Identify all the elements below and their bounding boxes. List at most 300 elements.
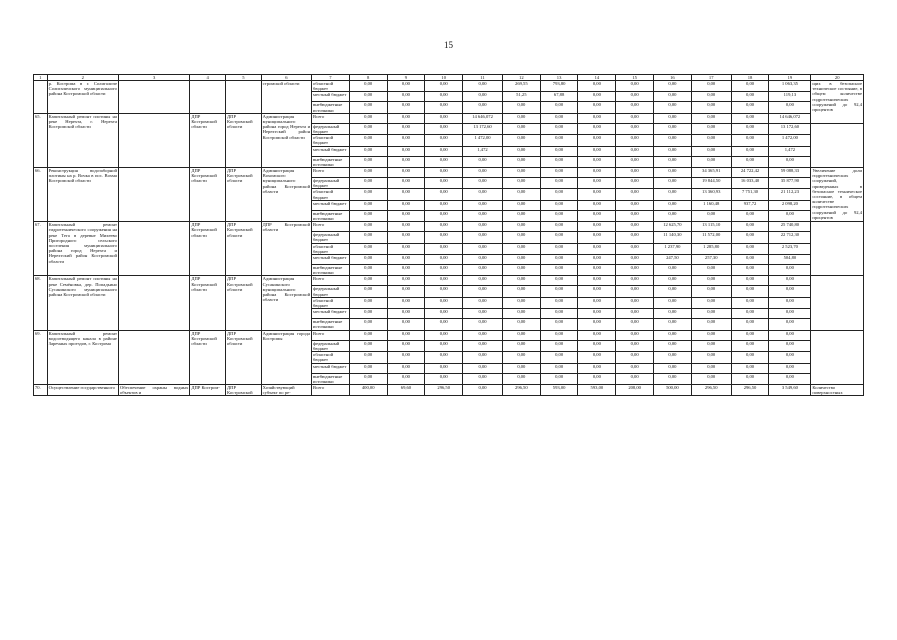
value-cell: 0,00 — [654, 265, 692, 276]
value-cell: 0,00 — [731, 276, 769, 286]
value-cell: 0,00 — [387, 178, 425, 189]
value-cell: 0,00 — [769, 309, 811, 319]
value-cell: 0,00 — [731, 135, 769, 146]
funding-source: областной бюджет — [312, 243, 350, 254]
value-cell: 0,00 — [387, 222, 425, 232]
value-cell: 0,00 — [387, 102, 425, 113]
value-cell: 0,00 — [578, 146, 616, 156]
value-cell: 0,00 — [387, 200, 425, 210]
value-cell: 0,00 — [540, 113, 578, 123]
value-cell: 0,00 — [349, 92, 387, 102]
column-number: 6 — [261, 75, 311, 81]
value-cell: 0,00 — [616, 232, 654, 243]
value-cell: 0,00 — [425, 200, 463, 210]
value-cell: 0,00 — [691, 123, 731, 134]
value-cell: 0,00 — [691, 135, 731, 146]
value-cell: 0,00 — [769, 286, 811, 297]
value-cell: 0,00 — [578, 232, 616, 243]
funding-source: внебюджетные источники — [312, 210, 350, 221]
value-cell: 0,00 — [578, 189, 616, 200]
value-cell: 0,00 — [540, 255, 578, 265]
value-cell: 0,00 — [731, 92, 769, 102]
value-cell: 0,00 — [425, 123, 463, 134]
value-cell: 0,00 — [463, 168, 503, 178]
column-number: 12 — [502, 75, 540, 81]
value-cell: 0,00 — [654, 156, 692, 167]
executor-cell: Администрация Сусанинского муниципального района Костромской области — [261, 276, 311, 330]
table-row — [34, 384, 864, 395]
value-cell: 0,00 — [349, 81, 387, 92]
funding-source: внебюджетные источники — [312, 373, 350, 384]
value-cell: 0,00 — [769, 102, 811, 113]
value-cell: 0,00 — [387, 330, 425, 340]
gras-cell: ДПР Костромской области — [226, 113, 262, 167]
value-cell: 0,00 — [349, 319, 387, 330]
funding-source: федеральный бюджет — [312, 123, 350, 134]
value-cell: 0,00 — [463, 222, 503, 232]
row-number-cell: 65. — [34, 113, 48, 167]
value-cell: 0,00 — [349, 135, 387, 146]
value-cell: 0,00 — [540, 135, 578, 146]
value-cell: 0,00 — [654, 92, 692, 102]
value-cell: 0,00 — [540, 373, 578, 384]
funding-source: областной бюджет — [312, 297, 350, 308]
executor-cell: стромской области — [261, 81, 311, 114]
value-cell: 67,88 — [540, 92, 578, 102]
table-row — [34, 81, 864, 92]
value-cell: 0,00 — [502, 286, 540, 297]
value-cell: 0,00 — [540, 340, 578, 351]
value-cell: 793,80 — [540, 81, 578, 92]
measure-name: Капитальный ремонт гидротехнического сооружения на реке Тега в деревне Михеево Пригородного сельского поселения муниципального района город Нерехта и Нерехтский район Костромской области — [47, 222, 118, 276]
value-cell: 0,00 — [463, 92, 503, 102]
value-cell: 0,00 — [540, 309, 578, 319]
value-cell: 0,00 — [769, 352, 811, 363]
value-cell: 0,00 — [578, 352, 616, 363]
value-cell: 0,00 — [349, 113, 387, 123]
value-cell: 0,00 — [425, 168, 463, 178]
customer-cell: ДПР Костром- — [190, 384, 226, 395]
value-cell: 0,00 — [578, 92, 616, 102]
value-cell: 1 285,80 — [691, 243, 731, 254]
goal-cell — [118, 168, 189, 222]
value-cell: 0,00 — [387, 276, 425, 286]
value-cell: 0,00 — [616, 243, 654, 254]
column-number: 3 — [118, 75, 189, 81]
value-cell: 0,00 — [540, 123, 578, 134]
value-cell: 0,00 — [578, 168, 616, 178]
value-cell: 0,00 — [616, 340, 654, 351]
value-cell: 0,00 — [463, 384, 503, 395]
funding-source: Всего — [312, 113, 350, 123]
value-cell: 0,00 — [349, 156, 387, 167]
value-cell: 0,00 — [731, 286, 769, 297]
measure-name: Капитальный ремонт плотины на реке Нерехта, г. Нерехта Костромской области — [47, 113, 118, 167]
value-cell: 0,00 — [731, 352, 769, 363]
value-cell: 0,00 — [425, 81, 463, 92]
value-cell: 0,00 — [387, 232, 425, 243]
value-cell: 0,00 — [769, 330, 811, 340]
value-cell: 0,00 — [540, 102, 578, 113]
value-cell: 0,00 — [731, 210, 769, 221]
value-cell: 0,00 — [502, 319, 540, 330]
value-cell: 0,00 — [654, 178, 692, 189]
value-cell: 0,00 — [425, 265, 463, 276]
value-cell: 0,00 — [731, 319, 769, 330]
value-cell: 0,00 — [540, 189, 578, 200]
value-cell: 0,00 — [654, 276, 692, 286]
value-cell: 0,00 — [502, 243, 540, 254]
value-cell: 0,00 — [691, 373, 731, 384]
table-row — [34, 222, 864, 232]
executor-cell: ДПР Костромской области — [261, 222, 311, 276]
value-cell: 21 112,23 — [769, 189, 811, 200]
value-cell: 0,00 — [578, 135, 616, 146]
value-cell: 0,00 — [349, 363, 387, 373]
executor-cell: Администрация города Костромы — [261, 330, 311, 384]
value-cell: 0,00 — [691, 352, 731, 363]
value-cell: 0,00 — [691, 156, 731, 167]
goal-cell: Обеспечение охраны водных объектов и — [119, 384, 189, 396]
funding-source: местный бюджет — [312, 363, 350, 373]
value-cell: 0,00 — [691, 286, 731, 297]
value-cell: 0,00 — [387, 156, 425, 167]
goal-cell — [118, 330, 189, 384]
value-cell: 0,00 — [425, 178, 463, 189]
value-cell: 0,00 — [731, 363, 769, 373]
value-cell: 0,00 — [349, 297, 387, 308]
value-cell: 0,00 — [502, 232, 540, 243]
funding-source: внебюджетные источники — [312, 102, 350, 113]
value-cell: 0,00 — [540, 222, 578, 232]
value-cell: 0,00 — [540, 330, 578, 340]
value-cell: 0,00 — [769, 340, 811, 351]
funding-source: Всего — [312, 384, 350, 395]
value-cell: 269,55 — [502, 81, 540, 92]
value-cell: 1 063,35 — [769, 81, 811, 92]
table-row — [34, 113, 864, 123]
value-cell: 0,00 — [425, 210, 463, 221]
value-cell: 0,00 — [616, 81, 654, 92]
value-cell: 0,00 — [502, 265, 540, 276]
column-number: 19 — [769, 75, 811, 81]
funding-source: Всего — [312, 222, 350, 232]
value-cell: 0,00 — [691, 330, 731, 340]
executor-cell: Администрация муниципального района город Нерехта и Нерехтский район Костромской области — [261, 113, 311, 167]
value-cell: 0,00 — [691, 102, 731, 113]
value-cell: 0,00 — [616, 135, 654, 146]
value-cell: 35 877,90 — [769, 178, 811, 189]
value-cell: 0,00 — [387, 81, 425, 92]
value-cell: 0,00 — [578, 330, 616, 340]
funding-source: федеральный бюджет — [312, 232, 350, 243]
value-cell: 0,00 — [731, 123, 769, 134]
value-cell: 0,00 — [691, 319, 731, 330]
value-cell: 0,00 — [616, 297, 654, 308]
value-cell: 0,00 — [387, 168, 425, 178]
value-cell: 0,00 — [616, 168, 654, 178]
value-cell: 0,00 — [654, 286, 692, 297]
customer-cell — [190, 81, 226, 114]
value-cell: 0,00 — [731, 255, 769, 265]
result-cell: Количество поверхностных — [811, 384, 864, 395]
value-cell: 0,00 — [616, 255, 654, 265]
table-row — [34, 168, 864, 178]
funding-source: областной бюджет — [312, 189, 350, 200]
executor-cell: Администрация Вохомского муниципального района Костромской области — [261, 168, 311, 222]
value-cell: 0,00 — [387, 92, 425, 102]
value-cell: 0,00 — [769, 265, 811, 276]
value-cell: 0,00 — [502, 135, 540, 146]
value-cell: 0,00 — [540, 352, 578, 363]
measure-name: Капитальный ремонт плотины на реке Семёновка, дер. Попадьино Сусанинского муниципального района Костромской области — [47, 276, 118, 330]
value-cell: 51,25 — [502, 92, 540, 102]
value-cell: 16 033,40 — [731, 178, 769, 189]
gras-cell: ДПР Костромской области — [226, 330, 262, 384]
value-cell: 0,00 — [691, 363, 731, 373]
column-number: 9 — [387, 75, 425, 81]
value-cell: 0,00 — [349, 168, 387, 178]
value-cell: 0,00 — [425, 297, 463, 308]
value-cell: 0,00 — [578, 309, 616, 319]
value-cell: 0,00 — [578, 363, 616, 373]
value-cell: 0,00 — [502, 352, 540, 363]
funding-source: местный бюджет — [312, 255, 350, 265]
table-row — [34, 276, 864, 286]
value-cell: 0,00 — [540, 146, 578, 156]
value-cell: 0,00 — [616, 276, 654, 286]
value-cell: 0,00 — [387, 286, 425, 297]
value-cell: 0,00 — [616, 189, 654, 200]
budget-table-sheet — [33, 74, 864, 396]
value-cell: 0,00 — [769, 156, 811, 167]
value-cell: 0,00 — [425, 135, 463, 146]
value-cell: 2 098,20 — [769, 200, 811, 210]
table-row — [34, 330, 864, 340]
value-cell: 0,00 — [463, 102, 503, 113]
value-cell: 296,50 — [425, 384, 463, 395]
value-cell: 0,00 — [578, 222, 616, 232]
value-cell: 0,00 — [769, 373, 811, 384]
value-cell: 1 237,90 — [654, 243, 692, 254]
value-cell: 0,00 — [387, 113, 425, 123]
gras-cell: ДПР Костромской области — [226, 276, 262, 330]
column-number: 16 — [654, 75, 692, 81]
value-cell: 0,00 — [502, 330, 540, 340]
value-cell: 0,00 — [502, 168, 540, 178]
value-cell: 0,00 — [387, 123, 425, 134]
gras-cell: ДПР Костромской области — [226, 222, 262, 276]
value-cell: 0,00 — [616, 352, 654, 363]
value-cell: 0,00 — [387, 352, 425, 363]
value-cell: 59 088,33 — [769, 168, 811, 178]
value-cell: 0,00 — [425, 330, 463, 340]
value-cell: 593,00 — [540, 384, 578, 395]
value-cell: 0,00 — [654, 352, 692, 363]
row-number-cell: 66. — [34, 168, 48, 222]
value-cell: 0,00 — [425, 319, 463, 330]
value-cell: 0,00 — [349, 276, 387, 286]
value-cell: 0,00 — [425, 232, 463, 243]
value-cell: 500,00 — [654, 384, 692, 395]
value-cell: 14 646,072 — [769, 113, 811, 123]
value-cell: 0,00 — [731, 81, 769, 92]
value-cell: 0,00 — [425, 222, 463, 232]
funding-source: местный бюджет — [312, 92, 350, 102]
value-cell: 504,80 — [769, 255, 811, 265]
value-cell: 0,00 — [540, 168, 578, 178]
value-cell: 14 646,072 — [463, 113, 503, 123]
value-cell: 0,00 — [616, 373, 654, 384]
value-cell: 0,00 — [731, 222, 769, 232]
value-cell: 0,00 — [463, 330, 503, 340]
value-cell: 0,00 — [502, 340, 540, 351]
value-cell: 0,00 — [691, 340, 731, 351]
value-cell: 0,00 — [425, 102, 463, 113]
column-number: 18 — [731, 75, 769, 81]
value-cell: 1,472 — [769, 146, 811, 156]
funding-source: внебюджетные источники — [312, 319, 350, 330]
value-cell: 0,00 — [578, 297, 616, 308]
row-number-cell — [34, 81, 48, 114]
column-number: 20 — [811, 75, 864, 81]
value-cell: 0,00 — [463, 243, 503, 254]
column-number: 7 — [312, 75, 350, 81]
column-number: 1 — [34, 75, 48, 81]
value-cell: 257,30 — [691, 255, 731, 265]
value-cell: 0,00 — [691, 146, 731, 156]
value-cell: 0,00 — [654, 330, 692, 340]
value-cell: 0,00 — [540, 265, 578, 276]
value-cell: 0,00 — [616, 113, 654, 123]
measure-name: Капитальный ремонт водоотводящего канала в районе Заречных проездов, г. Кострома — [47, 330, 118, 384]
value-cell: 0,00 — [616, 210, 654, 221]
value-cell: 0,00 — [387, 340, 425, 351]
value-cell: 0,00 — [425, 243, 463, 254]
value-cell: 0,00 — [769, 276, 811, 286]
value-cell: 0,00 — [578, 156, 616, 167]
column-number: 11 — [463, 75, 503, 81]
value-cell: 0,00 — [691, 297, 731, 308]
value-cell: 0,00 — [463, 265, 503, 276]
value-cell: 0,00 — [578, 276, 616, 286]
column-number: 13 — [540, 75, 578, 81]
value-cell: 0,00 — [502, 222, 540, 232]
value-cell: 0,00 — [349, 200, 387, 210]
value-cell: 0,00 — [349, 146, 387, 156]
value-cell: 0,00 — [731, 309, 769, 319]
customer-cell: ДПР Костромской области — [190, 330, 226, 384]
value-cell: 0,00 — [387, 297, 425, 308]
funding-source: Всего — [312, 168, 350, 178]
value-cell: 1 160,48 — [691, 200, 731, 210]
value-cell: 34 365,91 — [691, 168, 731, 178]
value-cell: 0,00 — [502, 276, 540, 286]
value-cell: 2 523,70 — [769, 243, 811, 254]
value-cell: 0,00 — [463, 352, 503, 363]
value-cell: 0,00 — [578, 200, 616, 210]
value-cell: 0,00 — [578, 123, 616, 134]
value-cell: 0,00 — [349, 189, 387, 200]
value-cell: 0,00 — [540, 156, 578, 167]
value-cell: 0,00 — [502, 309, 540, 319]
value-cell: 7 751,30 — [731, 189, 769, 200]
value-cell: 0,00 — [425, 363, 463, 373]
value-cell: 0,00 — [691, 81, 731, 92]
value-cell: 0,00 — [578, 81, 616, 92]
value-cell: 13 115,10 — [691, 222, 731, 232]
value-cell: 593,00 — [578, 384, 616, 395]
value-cell: 296,50 — [731, 384, 769, 395]
value-cell: 296,50 — [502, 384, 540, 395]
value-cell: 0,00 — [616, 178, 654, 189]
column-number: 14 — [578, 75, 616, 81]
value-cell: 0,00 — [731, 156, 769, 167]
value-cell: 0,00 — [654, 81, 692, 92]
value-cell: 0,00 — [691, 309, 731, 319]
page-number: 15 — [444, 40, 453, 50]
value-cell: 0,00 — [616, 363, 654, 373]
value-cell: 19 844,50 — [691, 178, 731, 189]
gras-cell: ДПР Костромской — [226, 384, 262, 395]
value-cell: 0,00 — [540, 276, 578, 286]
value-cell: 0,00 — [769, 319, 811, 330]
value-cell: 0,00 — [769, 210, 811, 221]
value-cell: 0,00 — [425, 156, 463, 167]
value-cell: 0,00 — [349, 373, 387, 384]
row-number-cell: 68. — [34, 276, 48, 330]
funding-source: федеральный бюджет — [312, 340, 350, 351]
value-cell: 0,00 — [463, 276, 503, 286]
value-cell: 0,00 — [540, 363, 578, 373]
value-cell: 0,00 — [463, 156, 503, 167]
gras-cell — [226, 81, 262, 114]
value-cell: 0,00 — [502, 373, 540, 384]
value-cell: 13 172,60 — [463, 123, 503, 134]
value-cell: 0,00 — [578, 243, 616, 254]
value-cell: 0,00 — [691, 92, 731, 102]
result-cell — [811, 123, 864, 167]
gras-cell: ДПР Костромской области — [226, 168, 262, 222]
column-number: 4 — [190, 75, 226, 81]
value-cell: 0,00 — [578, 210, 616, 221]
value-cell: 0,00 — [616, 286, 654, 297]
value-cell: 0,00 — [463, 81, 503, 92]
value-cell: 0,00 — [654, 189, 692, 200]
value-cell: 0,00 — [425, 373, 463, 384]
value-cell: 0,00 — [616, 146, 654, 156]
value-cell: 0,00 — [463, 255, 503, 265]
value-cell: 0,00 — [349, 352, 387, 363]
value-cell: 0,00 — [654, 373, 692, 384]
column-number: 17 — [691, 75, 731, 81]
column-number: 15 — [616, 75, 654, 81]
funding-source: внебюджетные источники — [312, 265, 350, 276]
value-cell: 0,00 — [691, 210, 731, 221]
value-cell: 0,00 — [731, 146, 769, 156]
value-cell: 0,00 — [654, 297, 692, 308]
value-cell: 0,00 — [731, 102, 769, 113]
value-cell: 0,00 — [578, 102, 616, 113]
value-cell: 0,00 — [425, 189, 463, 200]
goal-cell — [118, 81, 189, 114]
goal-cell — [118, 276, 189, 330]
value-cell: 0,00 — [691, 265, 731, 276]
value-cell: 0,00 — [502, 156, 540, 167]
value-cell: 0,00 — [349, 340, 387, 351]
value-cell: 247,50 — [654, 255, 692, 265]
result-cell — [811, 330, 864, 384]
